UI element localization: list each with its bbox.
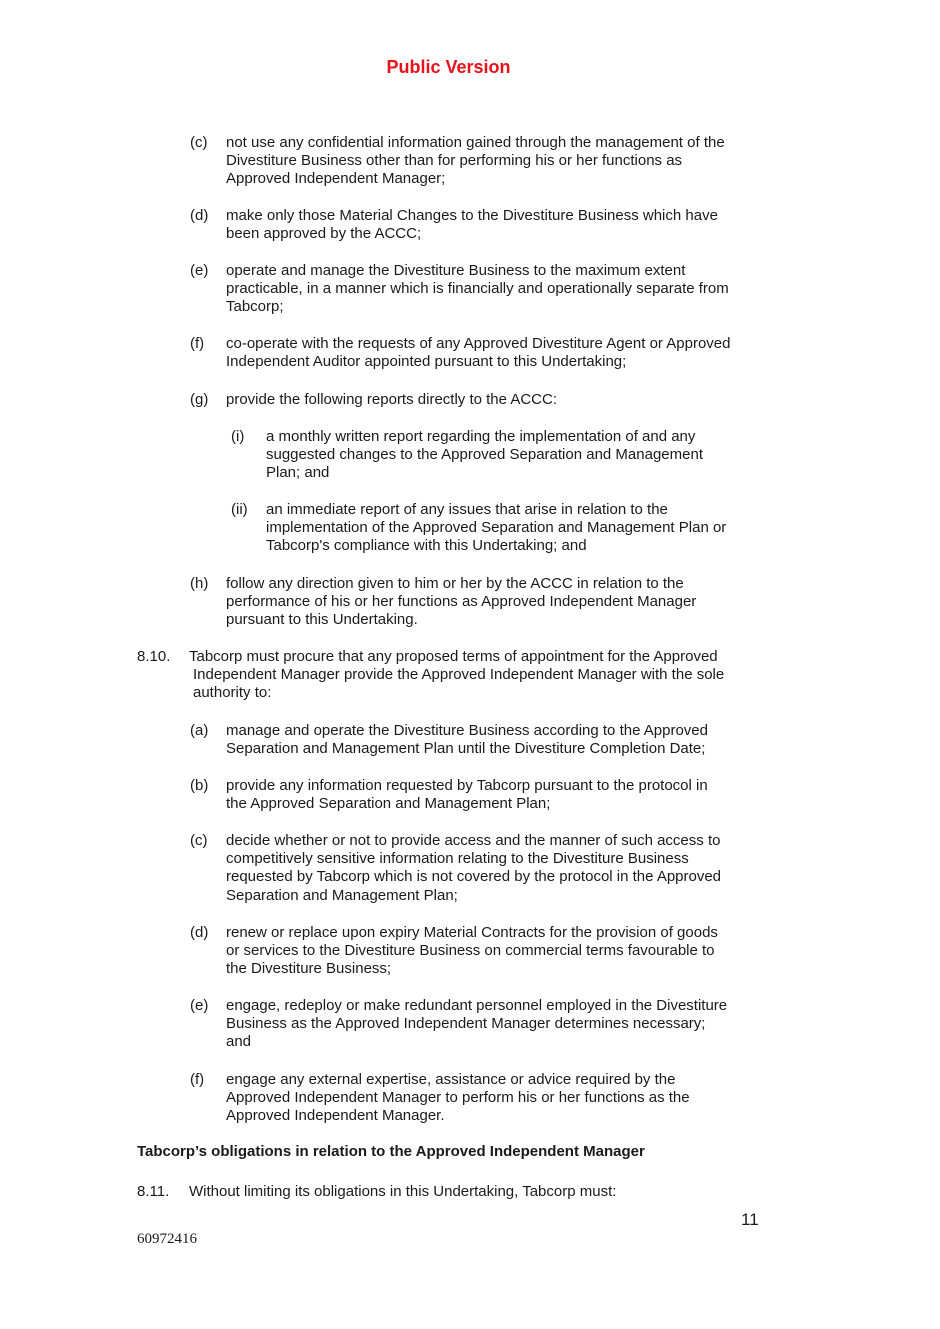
clause-number: 8.10. [137, 648, 171, 665]
text-line: Plan; and [266, 464, 330, 482]
list-item-text [226, 832, 721, 905]
list-item-text [226, 1071, 690, 1126]
list-item-label: (f) [190, 1071, 205, 1088]
text-line: competitively sensitive information relating to the Divestiture Business [226, 850, 689, 868]
text-line: pursuant to this Undertaking. [226, 611, 418, 629]
text-line: practicable, in a manner which is financially and operationally separate from [226, 280, 729, 298]
list-item-label: (d) [190, 207, 209, 224]
list-item-label: (f) [190, 335, 205, 352]
text-line: Approved Independent Manager; [226, 170, 446, 188]
section-heading: Tabcorp’s obligations in relation to the Approved Independent Manager [137, 1143, 645, 1160]
text-line: co-operate with the requests of any Approved Divestiture Agent or Approved [226, 335, 731, 352]
page-number: 11 [741, 1210, 759, 1229]
public-version-banner: Public Version [386, 57, 511, 77]
document-number: 60972416 [137, 1231, 197, 1247]
list-item-text [226, 391, 557, 409]
clause-text [189, 648, 724, 703]
list-item-label: (e) [190, 997, 209, 1014]
text-line: provide any information requested by Tabcorp pursuant to the protocol in [226, 777, 708, 794]
list-item-text [226, 262, 729, 317]
list-item-label: (h) [190, 575, 209, 592]
list-item-label: (g) [190, 391, 209, 408]
sub-item-text [266, 501, 726, 556]
list-item-label: (e) [190, 262, 209, 279]
text-line: the Approved Separation and Management Plan; [226, 795, 551, 813]
list-item-text [226, 575, 696, 630]
list-item-text [226, 997, 727, 1052]
text-line: authority to: [193, 684, 272, 702]
text-line: manage and operate the Divestiture Business according to the Approved [226, 722, 708, 739]
text-line: or services to the Divestiture Business on commercial terms favourable to [226, 942, 715, 960]
text-line: Approved Independent Manager to perform his or her functions as the [226, 1089, 690, 1107]
text-line: implementation of the Approved Separation and Management Plan or [266, 519, 727, 537]
text-line: follow any direction given to him or her by the ACCC in relation to the [226, 575, 684, 592]
text-line: suggested changes to the Approved Separation and Management [266, 446, 703, 464]
text-line: the Divestiture Business; [226, 960, 392, 978]
list-item-label: (d) [190, 924, 209, 941]
text-line: Separation and Management Plan until the Divestiture Completion Date; [226, 740, 706, 758]
sub-item-label: (i) [231, 428, 245, 445]
text-line: been approved by the ACCC; [226, 225, 422, 243]
text-line: Independent Manager provide the Approved Independent Manager with the sole [193, 666, 725, 684]
text-line: Separation and Management Plan; [226, 886, 458, 904]
list-item-label: (b) [190, 777, 209, 794]
text-line: operate and manage the Divestiture Business to the maximum extent [226, 262, 686, 279]
text-line: decide whether or not to provide access and the manner of such access to [226, 832, 721, 849]
text-line: provide the following reports directly to the ACCC: [226, 391, 557, 408]
text-line: Independent Auditor appointed pursuant to this Undertaking; [226, 353, 627, 371]
text-line: requested by Tabcorp which is not covered by the protocol in the Approved [226, 868, 722, 886]
text-line: Business as the Approved Independent Manager determines necessary; [226, 1015, 706, 1033]
sub-item-label: (ii) [231, 501, 248, 518]
text-line: Tabcorp's compliance with this Undertaking; and [266, 537, 587, 555]
list-item-text [226, 924, 718, 979]
text-line: Tabcorp must procure that any proposed terms of appointment for the Approved [189, 648, 718, 665]
clause-number: 8.11. [137, 1183, 170, 1200]
text-line: performance of his or her functions as Approved Independent Manager [226, 593, 697, 611]
text-line: Divestiture Business other than for performing his or her functions as [226, 152, 683, 170]
list-item-text [226, 207, 718, 243]
list-item-label: (a) [190, 722, 209, 739]
list-item-text [226, 722, 708, 758]
list-item-text [226, 335, 730, 371]
clause-text: Without limiting its obligations in this Undertaking, Tabcorp must: [189, 1183, 617, 1200]
text-line: and [226, 1033, 252, 1051]
text-line: an immediate report of any issues that arise in relation to the [266, 501, 668, 518]
list-item-label: (c) [190, 832, 208, 849]
text-line: engage, redeploy or make redundant personnel employed in the Divestiture [226, 997, 728, 1014]
list-item-text [226, 134, 725, 189]
text-line: make only those Material Changes to the Divestiture Business which have [226, 207, 718, 224]
text-line: renew or replace upon expiry Material Contracts for the provision of goods [226, 924, 718, 941]
text-line: a monthly written report regarding the implementation of and any [266, 428, 696, 445]
text-line: not use any confidential information gained through the management of the [226, 134, 725, 151]
list-item-text [226, 777, 708, 813]
text-line: engage any external expertise, assistance or advice required by the [226, 1071, 676, 1088]
text-line: Tabcorp; [226, 298, 284, 316]
list-item-label: (c) [190, 134, 208, 151]
sub-item-text [266, 428, 703, 483]
text-line: Approved Independent Manager. [226, 1107, 445, 1125]
